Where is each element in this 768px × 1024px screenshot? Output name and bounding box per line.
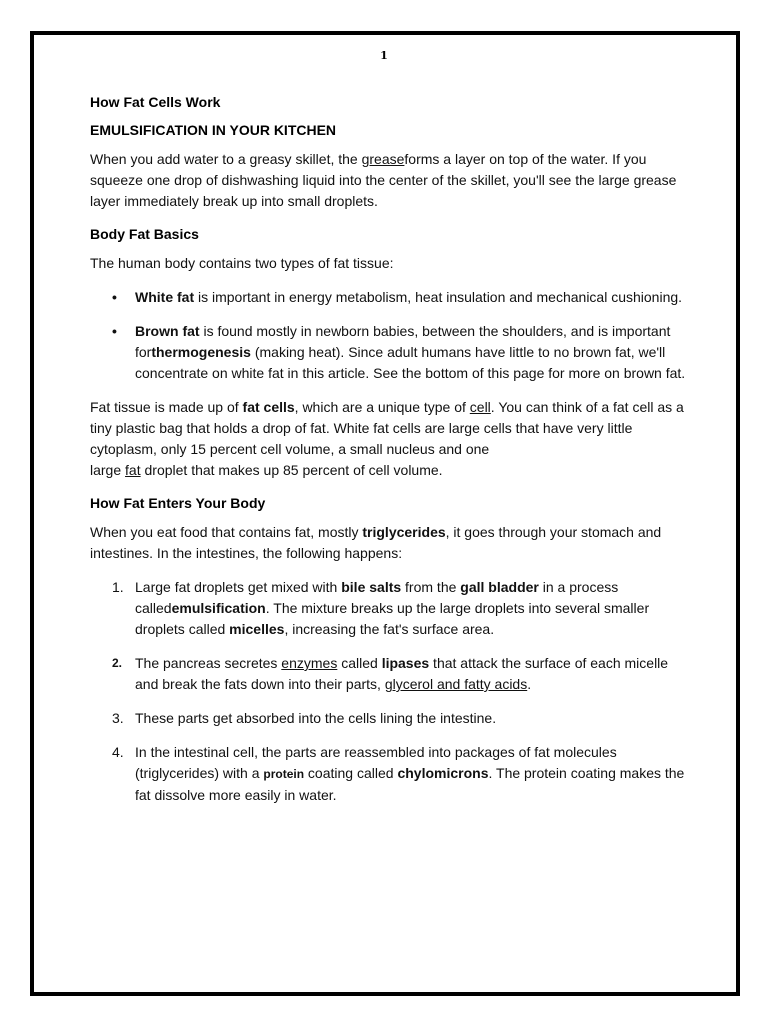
list-item-brown-fat: • Brown fat is found mostly in newborn babies, between the shoulders, and is important forthermogenesis (making heat). Since adult humans have little to no brown fat, we'll concentrate on white fat in this article. See the bottom of this page for more on brown fat. xyxy=(112,323,686,381)
list-number: 3. xyxy=(112,710,124,726)
link-cell[interactable]: cell xyxy=(469,399,491,415)
list-item-step-4: 4. In the intestinal cell, the parts are reassembled into packages of fat molecules (triglycerides) with a protein coating called chylomicrons. The protein coating makes the fat dissolve more easily in water. xyxy=(112,744,685,803)
bullet-icon: • xyxy=(112,289,117,305)
list-number: 1. xyxy=(112,579,124,595)
link-glycerol-fatty-acids[interactable]: glycerol and fatty acids xyxy=(384,676,528,692)
paragraph-fat-tissue-intro: The human body contains two types of fat tissue: xyxy=(90,255,394,271)
paragraph-emulsification: When you add water to a greasy skillet, the greaseforms a layer on top of the water. If you squeeze one drop of dishwashing liquid into the center of the skillet, you'll see the large grease layer immediately break up into small droplets. xyxy=(90,151,677,209)
paragraph-fat-cells: Fat tissue is made up of fat cells, which are a unique type of cell. You can think of a fat cell as a tiny plastic bag that holds a drop of fat. White fat cells are large cells that have very little cytoplasm, only 15 percent cell volume, a small nucleus and one large fat droplet that makes up 85 percent of cell volume. xyxy=(90,399,684,478)
paragraph-fat-enters-intro: When you eat food that contains fat, mostly triglycerides, it goes through your stomach and intestines. In the intestines, the following happens: xyxy=(90,524,662,561)
list-item-step-3: 3. These parts get absorbed into the cells lining the intestine. xyxy=(90,708,690,729)
list-item-step-1: 1. Large fat droplets get mixed with bile salts from the gall bladder in a process calledemulsification. The mixture breaks up the large droplets into several smaller droplets called micelles, increasing the fat's surface area. xyxy=(112,579,650,637)
link-enzymes[interactable]: enzymes xyxy=(281,655,338,671)
document-body xyxy=(90,93,690,806)
link-grease[interactable]: grease xyxy=(361,151,405,167)
bullet-icon: • xyxy=(112,323,117,339)
page-number: 1 xyxy=(380,49,388,62)
section-heading-body-fat-basics: Body Fat Basics xyxy=(90,226,199,242)
list-number: 4. xyxy=(112,744,124,760)
link-fat[interactable]: fat xyxy=(125,462,141,478)
list-number: 2. xyxy=(112,656,123,670)
section-heading-emulsification: EMULSIFICATION IN YOUR KITCHEN xyxy=(90,122,337,138)
section-heading-how-fat-enters: How Fat Enters Your Body xyxy=(90,495,266,511)
list-item-step-2: 2. The pancreas secretes enzymes called lipases that attack the surface of each micelle and break the fats down into their parts, glycerol and fatty acids. xyxy=(112,655,669,692)
list-item-white-fat: • White fat is important in energy metabolism, heat insulation and mechanical cushioning. xyxy=(90,287,690,308)
document-title: How Fat Cells Work xyxy=(90,94,221,110)
